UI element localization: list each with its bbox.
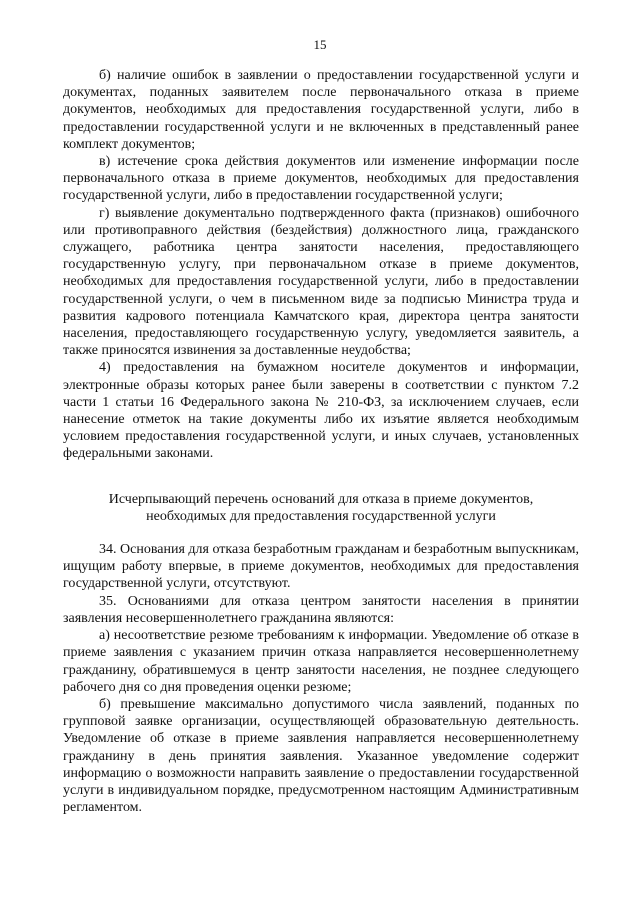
- document-body: [63, 67, 579, 816]
- paragraph-v-expiry: в) истечение срока действия документов или изменение информации после первоначального отказа в приеме документов, необходимых для предоставления государственной услуги, либо в предоставлении государственной услуги;: [63, 154, 579, 204]
- paragraph-35: 35. Основаниями для отказа центром занятости населения в принятии заявления несовершеннолетнего гражданина являются:: [63, 593, 579, 626]
- paragraph-g-misconduct: г) выявление документально подтвержденного факта (признаков) ошибочного или противоправного действия (бездействия) должностного лица, гражданского служащего, работника центра занятости населения, предоставляющего государственную услугу, при первоначальном отказе в приеме документов, необходимых для предоставления государственной услуги, либо в предоставлении государственной услуги, о чем в письменном виде за подписью Министра труда и развития кадрового потенциала Камчатского края, директора центра занятости населения, предоставляющего государственную услугу, уведомляется заявитель, а также приносятся извинения за доставленные неудобства;: [63, 205, 579, 359]
- paragraph-35-b: б) превышение максимально допустимого числа заявлений, поданных по групповой заявке организации, осуществляющей образовательную деятельность. Уведомление об отказе в приеме заявления направляется несовершеннолетнему гражданину в день принятия заявления. Указанное уведомление содержит информацию о возможности направить заявление о предоставлении государственной услуги в индивидуальном порядке, предусмотренном настоящим Административным регламентом.: [63, 696, 579, 816]
- section-heading-line-2: необходимых для предоставления государственной услуги: [146, 508, 496, 524]
- page-number: 15: [313, 37, 327, 52]
- paragraph-34: 34. Основания для отказа безработным гражданам и безработным выпускникам, ищущим работу впервые, в приеме документов, необходимых для предоставления государственной услуги, отсутствуют.: [63, 542, 579, 592]
- section-heading: [63, 491, 579, 525]
- section-heading-line-1: Исчерпывающий перечень оснований для отказа в приеме документов,: [108, 491, 534, 507]
- spacer: [63, 463, 579, 479]
- paragraph-4-paper-documents: 4) предоставления на бумажном носителе документов и информации, электронные образы которых ранее были заверены в соответствии с пунктом 7.2 части 1 статьи 16 Федерального закона № 210-ФЗ, за исключением случаев, если нанесение отметок на такие документы либо их изъятие является необходимым условием предоставления государственной услуги, и иных случаев, установленных федеральными законами.: [63, 360, 579, 462]
- spacer: [63, 525, 579, 541]
- paragraph-35-a: а) несоответствие резюме требованиям к информации. Уведомление об отказе в приеме заявления с указанием причин отказа направляется несовершеннолетнему гражданину, обратившемуся в центр занятости населения, не позднее следующего рабочего дня со дня проведения оценки резюме;: [63, 628, 579, 695]
- paragraph-b-errors: б) наличие ошибок в заявлении о предоставлении государственной услуги и документах, поданных заявителем после первоначального отказа в приеме документов, необходимых для предоставления государственной услуги, либо в предоставлении государственной услуги и не включенных в представленный ранее комплект документов;: [63, 68, 579, 152]
